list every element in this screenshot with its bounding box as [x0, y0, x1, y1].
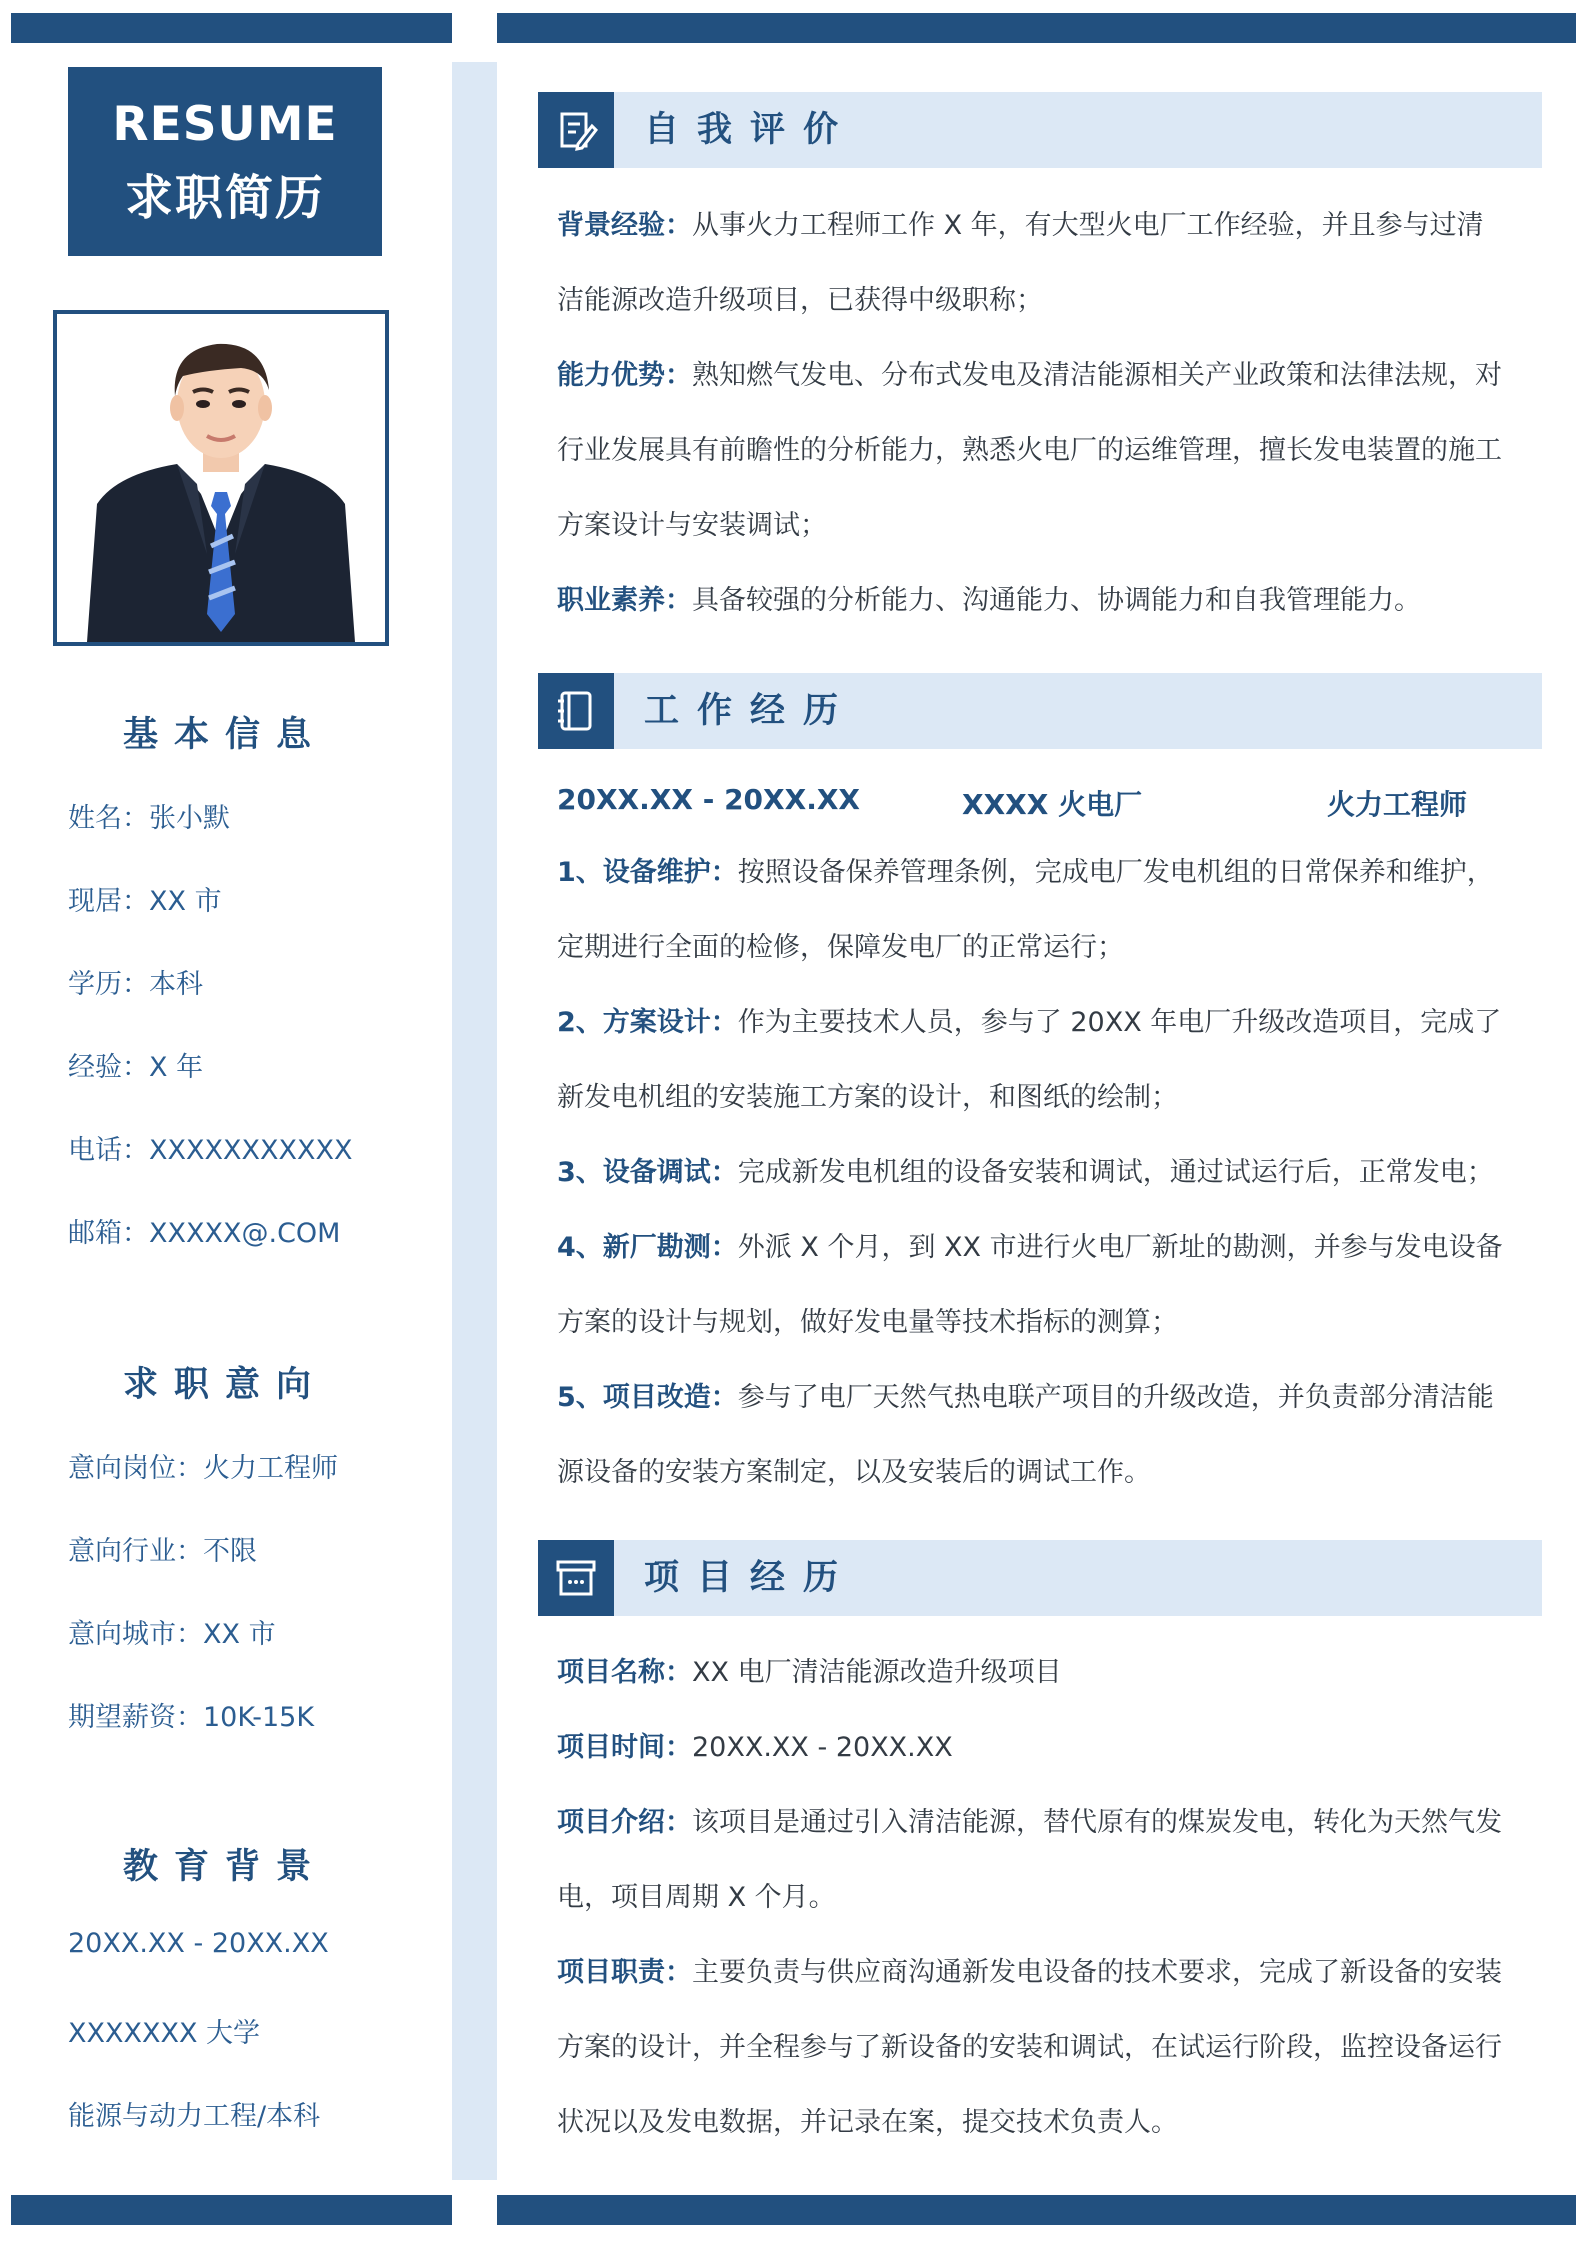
line-label: 3、设备调试： — [557, 1157, 738, 1188]
education-school: XXXXXXX 大学 — [68, 2018, 261, 2049]
line-label: 项目名称： — [557, 1657, 692, 1688]
intention-industry: 意向行业：不限 — [68, 1536, 257, 1567]
line-text: 参与了电厂天然气热电联产项目的升级改造，并负责部分清洁能 — [737, 1382, 1494, 1413]
line-label: 1、设备维护： — [557, 857, 738, 888]
self-eval-title: 自我评价 — [644, 110, 857, 150]
line-label: 5、项目改造： — [557, 1382, 738, 1413]
line-text: 熟知燃气发电、分布式发电及清洁能源相关产业政策和法律法规，对 — [692, 360, 1502, 391]
line-label: 能力优势： — [557, 360, 692, 391]
line-text: 方案的设计，并全程参与了新设备的安装和调试，在试运行阶段，监控设备运行 — [557, 2032, 1502, 2063]
basic-info-email: 邮箱：XXXXX@.COM — [68, 1218, 341, 1249]
project-line — [557, 1950, 1537, 1989]
project-line — [557, 1800, 1537, 1839]
self-eval-line — [557, 353, 1537, 392]
work-line — [557, 1225, 1537, 1264]
line-text: 从事火力工程师工作 X 年，有大型火电厂工作经验，并且参与过清 — [692, 210, 1484, 241]
basic-info-heading: 基本信息 — [122, 715, 327, 755]
work-line — [557, 925, 1537, 964]
line-text: 新发电机组的安装施工方案的设计，和图纸的绘制； — [557, 1082, 1178, 1113]
archive-box-icon — [538, 1540, 614, 1616]
work-line — [557, 1075, 1537, 1114]
resume-title-box — [68, 67, 382, 256]
work-line — [557, 1375, 1537, 1414]
intention-position: 意向岗位：火力工程师 — [68, 1453, 338, 1484]
self-eval-line — [557, 578, 1537, 617]
profile-photo — [53, 310, 389, 646]
line-text: 电，项目周期 X 个月。 — [557, 1882, 836, 1913]
resume-title-en: RESUME — [112, 97, 338, 152]
line-text: 具备较强的分析能力、沟通能力、协调能力和自我管理能力。 — [692, 585, 1421, 616]
line-label: 项目时间： — [557, 1732, 692, 1763]
work-period: 20XX.XX - 20XX.XX — [557, 783, 861, 816]
line-text: 外派 X 个月，到 XX 市进行火电厂新址的勘测，并参与发电设备 — [737, 1232, 1503, 1263]
resume-title-cn: 求职简历 — [124, 170, 325, 226]
line-label: 2、方案设计： — [557, 1007, 738, 1038]
project-header — [538, 1540, 1542, 1616]
line-text: 源设备的安装方案制定，以及安装后的调试工作。 — [557, 1457, 1151, 1488]
intention-city: 意向城市：XX 市 — [68, 1619, 276, 1650]
intention-heading: 求职意向 — [122, 1365, 327, 1405]
bottom-bar-right — [497, 2195, 1576, 2225]
intention-salary: 期望薪资：10K-15K — [68, 1702, 315, 1733]
line-text: 方案设计与安装调试； — [557, 510, 827, 541]
vertical-divider — [452, 62, 497, 2180]
line-text: 行业发展具有前瞻性的分析能力，熟悉火电厂的运维管理，擅长发电装置的施工 — [557, 435, 1502, 466]
education-period: 20XX.XX - 20XX.XX — [68, 1928, 329, 1959]
line-text: XX 电厂清洁能源改造升级项目 — [692, 1657, 1062, 1688]
work-line — [557, 1000, 1537, 1039]
education-heading: 教育背景 — [122, 1847, 327, 1887]
project-line — [557, 1650, 1537, 1689]
work-header — [538, 673, 1542, 749]
self-eval-line — [557, 503, 1537, 542]
work-line — [557, 1150, 1537, 1189]
work-line — [557, 1450, 1537, 1489]
work-title: 工作经历 — [644, 691, 857, 731]
portrait-illustration — [57, 314, 385, 642]
self-eval-line — [557, 203, 1537, 242]
line-label: 4、新厂勘测： — [557, 1232, 738, 1263]
edit-note-icon — [538, 92, 614, 168]
basic-info-education: 学历：本科 — [68, 969, 203, 1000]
project-line — [557, 2025, 1537, 2064]
basic-info-residence: 现居：XX 市 — [68, 886, 222, 917]
line-text: 定期进行全面的检修，保障发电厂的正常运行； — [557, 932, 1124, 963]
work-line — [557, 1300, 1537, 1339]
line-text: 按照设备保养管理条例，完成电厂发电机组的日常保养和维护， — [737, 857, 1494, 888]
basic-info-experience: 经验：X 年 — [68, 1052, 204, 1083]
self-eval-line — [557, 278, 1537, 317]
basic-info-phone: 电话：XXXXXXXXXXX — [68, 1135, 353, 1166]
project-title: 项目经历 — [644, 1558, 857, 1598]
notebook-icon — [538, 673, 614, 749]
line-label: 背景经验： — [557, 210, 692, 241]
line-text: 该项目是通过引入清洁能源，替代原有的煤炭发电，转化为天然气发 — [692, 1807, 1502, 1838]
bottom-bar-left — [11, 2195, 452, 2225]
project-line — [557, 2100, 1537, 2139]
line-text: 主要负责与供应商沟通新发电设备的技术要求，完成了新设备的安装 — [692, 1957, 1502, 1988]
work-line — [557, 850, 1537, 889]
line-text: 洁能源改造升级项目，已获得中级职称； — [557, 285, 1043, 316]
line-label: 项目职责： — [557, 1957, 692, 1988]
line-text: 方案的设计与规划，做好发电量等技术指标的测算； — [557, 1307, 1178, 1338]
project-line — [557, 1725, 1537, 1764]
line-text: 完成新发电机组的设备安装和调试，通过试运行后，正常发电； — [737, 1157, 1494, 1188]
work-position: 火力工程师 — [1327, 788, 1468, 821]
work-company: XXXX 火电厂 — [962, 788, 1143, 821]
line-text: 状况以及发电数据，并记录在案，提交技术负责人。 — [557, 2107, 1178, 2138]
top-bar-right — [497, 13, 1576, 43]
self-eval-line — [557, 428, 1537, 467]
line-text: 作为主要技术人员，参与了 20XX 年电厂升级改造项目，完成了 — [737, 1007, 1502, 1038]
line-text: 20XX.XX - 20XX.XX — [692, 1732, 953, 1763]
project-line — [557, 1875, 1537, 1914]
education-major: 能源与动力工程/本科 — [68, 2101, 321, 2132]
line-label: 职业素养： — [557, 585, 692, 616]
self-eval-header — [538, 92, 1542, 168]
top-bar-left — [11, 13, 452, 43]
basic-info-name: 姓名：张小默 — [68, 803, 230, 834]
line-label: 项目介绍： — [557, 1807, 692, 1838]
